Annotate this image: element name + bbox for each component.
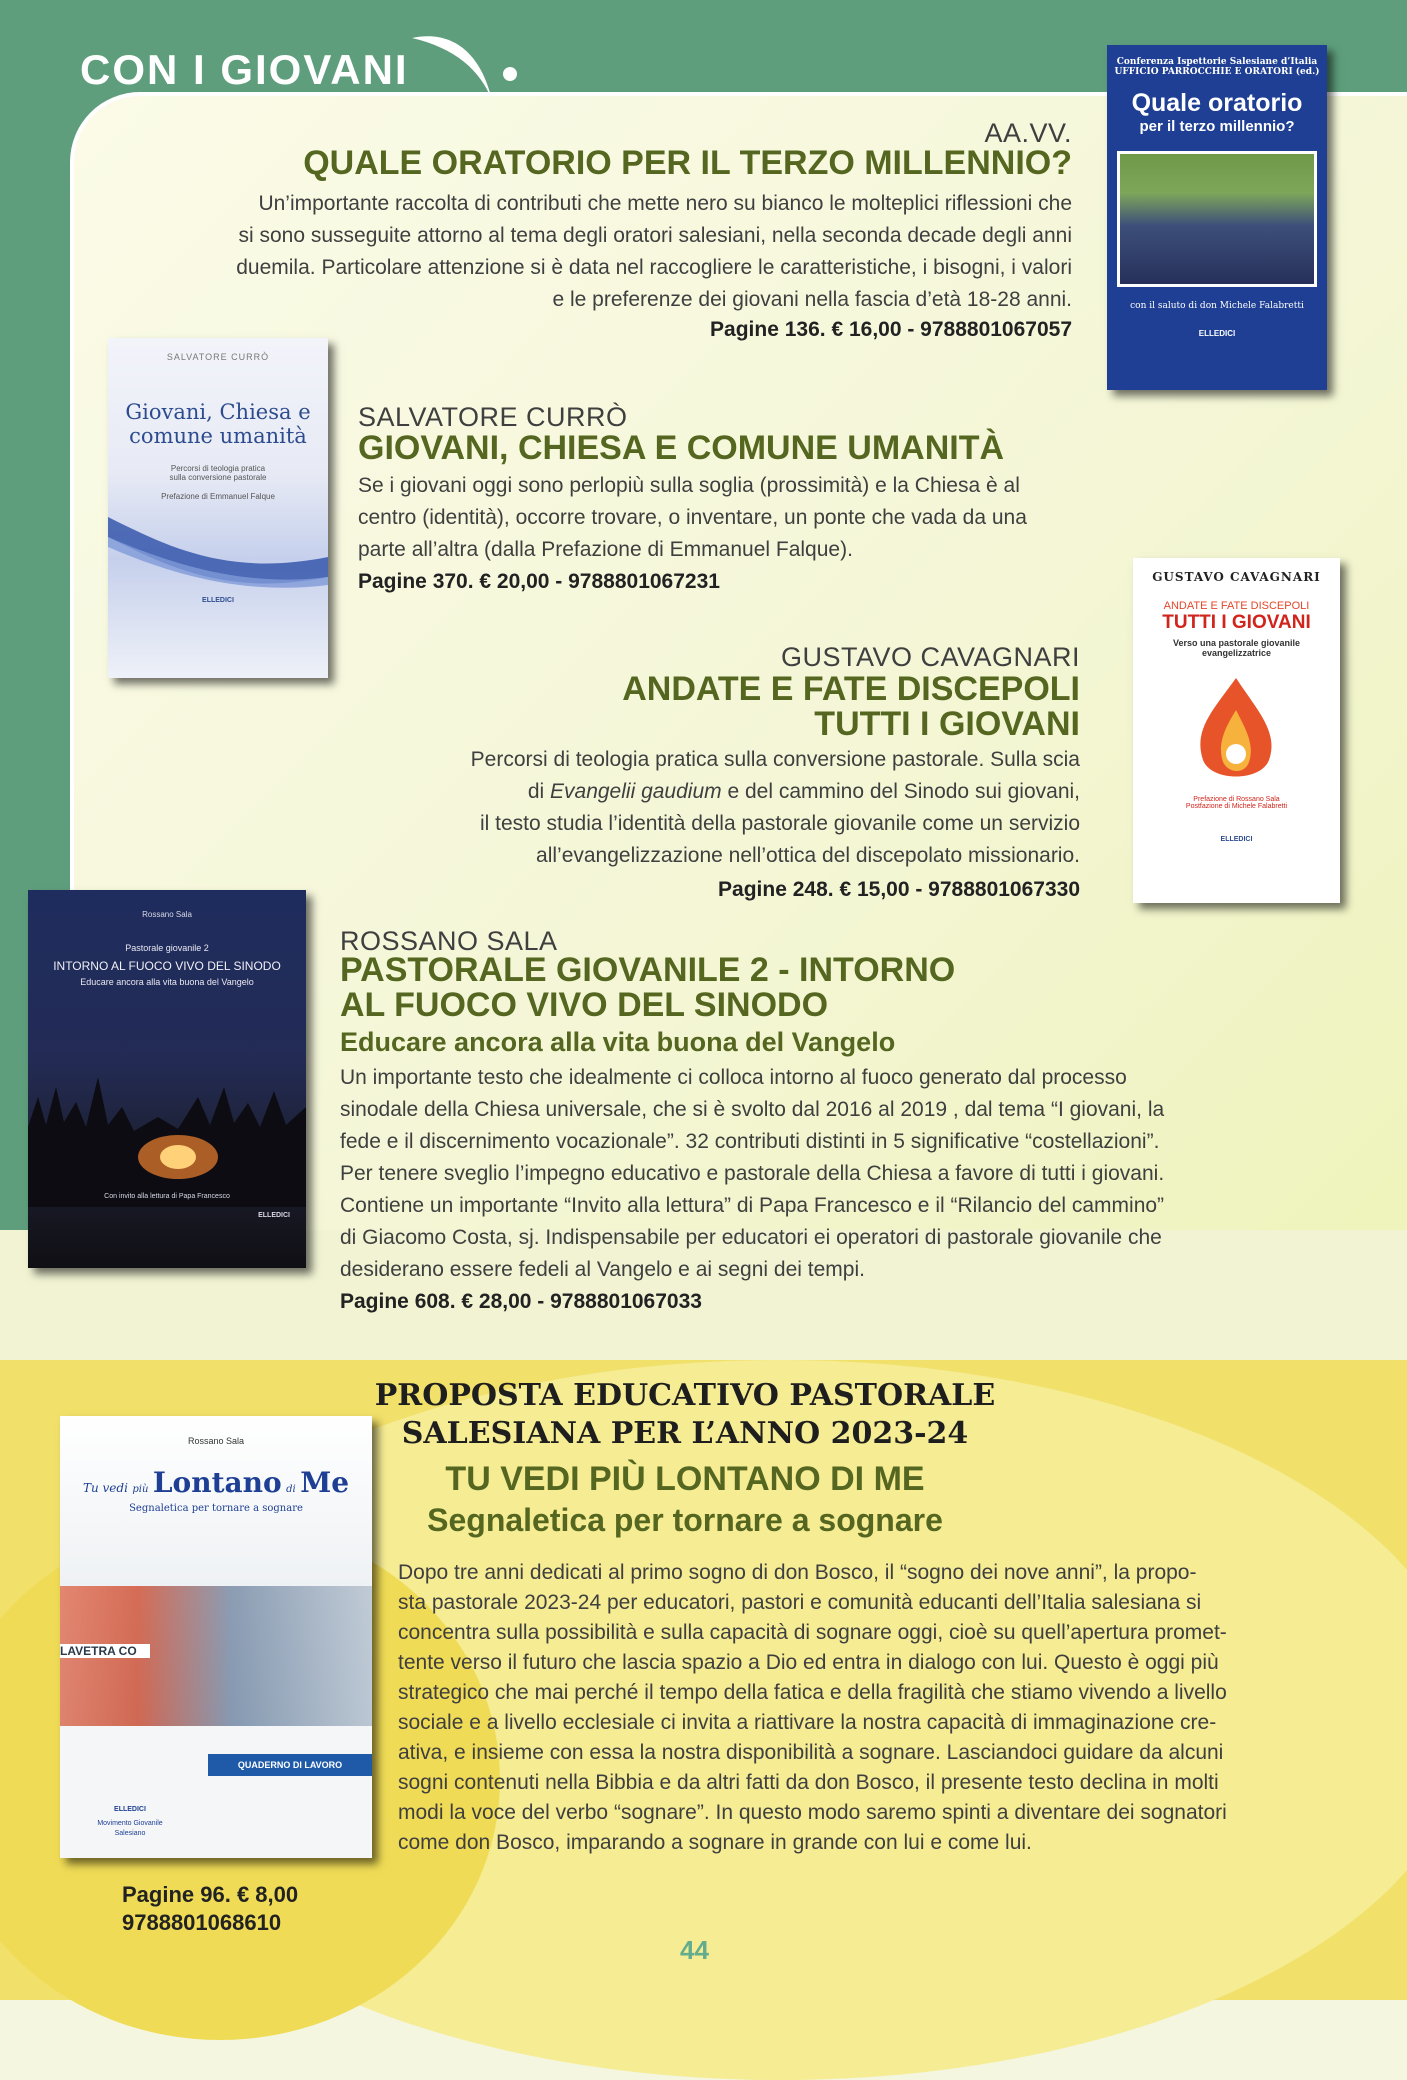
featured-subtitle: Segnaletica per tornare a sognare <box>427 1502 943 1538</box>
book3-cover: GUSTAVO CAVAGNARI ANDATE E FATE DISCEPOLI TUTTI I GIOVANI Verso una pastorale giovanile evangelizzatrice Prefazione di Rossano Sala Postfazione di Michele Falabretti ELLEDICI <box>1133 558 1340 903</box>
campfire-forest-image <box>28 1007 306 1207</box>
book1-cover: Conferenza Ispettorie Salesiane d’Italia UFFICIO PARROCCHIE E ORATORI (ed.) Quale oratorio per il terzo millennio? con il saluto di don Michele Falabretti ELLEDICI <box>1107 45 1327 390</box>
book1-info: Pagine 136. € 16,00 - 9788801067057 <box>710 318 1072 341</box>
book1-author: AA.VV. <box>984 118 1072 148</box>
featured-cover: Rossano Sala Tu vedi più Lontano di Me Segnaletica per tornare a sognare LAVETRA CO QUADERNO DI LAVORO ELLEDICI Movimento Giovanile Salesiano <box>60 1416 372 1858</box>
book3-description: Percorsi di teologia pratica sulla conversione pastorale. Sulla scia di Evangelii gaudium e del cammino del Sinodo sui giovani, il testo studia l’identità della pastorale giovanile come un servizio all’evangelizzazione nell’ottica del discepolato missionario. <box>470 748 1080 867</box>
featured-description: Dopo tre anni dedicati al primo sogno di don Bosco, il “sogno dei nove anni”, la propo- sta pastorale 2023-24 per educatori, pastori e comunità educanti dell’Italia salesiana si concentra sulla possibilità e sulla capacità di sognare oggi, cioè su quell’apertura promet- tente verso il futuro che lascia spazio a Dio ed entra in dialogo con lui. Questo è oggi più strategico che mai perché il tempo della fatica e della fragilità che stiamo vivendo a livello sociale e a livello ecclesiale ci invita a riattivare la nostra capacità di immaginazione cre- ativa, e insieme con essa la nostra disponibilità a sognare. Lasciandoci guidare da alcuni sogni contenuti nella Bibbia e da altri fatti da don Bosco, il presente testo declina in molti modi la voce del verbo “sognare”. In questo modo saremo spinti a diventare dei sognatori come don Bosco, imparando a sognare in grande con lui e come lui. <box>398 1561 1227 1854</box>
book2-description: Se i giovani oggi sono perlopiù sulla soglia (prossimità) e la Chiesa è al centro (identità), occorre trovare, o inventare, un ponte che vada da una parte all’altra (dalla Prefazione di Emmanuel Falque). <box>358 474 1027 561</box>
book4-author: ROSSANO SALA <box>340 926 558 956</box>
book2-author: SALVATORE CURRÒ <box>358 402 628 432</box>
book1-cover-brand: ELLEDICI <box>1198 329 1236 338</box>
book3-info: Pagine 248. € 15,00 - 9788801067330 <box>718 878 1080 901</box>
book1-title: QUALE ORATORIO PER IL TERZO MILLENNIO? <box>303 144 1072 182</box>
book1-cover-photo <box>1117 151 1317 287</box>
featured-cover-badge: QUADERNO DI LAVORO <box>208 1754 372 1776</box>
featured-title: TU VEDI PIÙ LONTANO DI ME <box>445 1460 925 1498</box>
page-number: 44 <box>680 1935 709 1965</box>
book4-title-line1: PASTORALE GIOVANILE 2 - INTORNO <box>340 951 956 989</box>
book4-description: Un importante testo che idealmente ci colloca intorno al fuoco generato dal processo sinodale della Chiesa universale, che si è svolto dal 2016 al 2019 , dal tema “I giovani, la fede e il discernimento vocazionale”. 32 contributi distinti in 5 significative “costellazioni”. Per tenere sveglio l’impegno educativo e pastorale della Chiesa a favore di tutti i giovani. Contiene un importante “Invito alla lettura” di Papa Francesco e il “Rilancio del cammino” di Giacomo Costa, sj. Indispensabile per educatori ei operatori di pastorale giovanile che desiderano essere fedeli al Vangelo e ai segni dei tempi. <box>340 1066 1165 1281</box>
book1-description: Un’importante raccolta di contributi che mette nero su bianco le molteplici riflessioni che si sono susseguite attorno al tema degli oratori salesiani, nella seconda decade degli anni duemila. Particolare attenzione si è data nel raccogliere le caratteristiche, i bisogni, i valori e le preferenze dei giovani nella fascia d’età 18-28 anni. <box>236 192 1072 311</box>
book2-info: Pagine 370. € 20,00 - 9788801067231 <box>358 570 720 593</box>
featured-info-line1: Pagine 96. € 8,00 <box>122 1882 299 1907</box>
book3-title-line2: TUTTI I GIOVANI <box>814 705 1080 743</box>
book2-title: GIOVANI, CHIESA E COMUNE UMANITÀ <box>358 429 1005 467</box>
featured-heading-line1: PROPOSTA EDUCATIVO PASTORALE <box>374 1378 996 1413</box>
book2-cover-wave <box>108 507 328 597</box>
book3-author: GUSTAVO CAVAGNARI <box>780 642 1080 672</box>
book4-info: Pagine 608. € 28,00 - 9788801067033 <box>340 1290 702 1313</box>
featured-heading-line2: SALESIANA PER L’ANNO 2023-24 <box>401 1416 969 1451</box>
book3-title-line1: ANDATE E FATE DISCEPOLI <box>622 670 1080 708</box>
flame-icon <box>1133 670 1340 790</box>
book4-cover: Rossano Sala Pastorale giovanile 2 INTORNO AL FUOCO VIVO DEL SINODO Educare ancora alla vita buona del Vangelo Con invito alla lettura di Papa Francesco ELLEDICI <box>28 890 306 1268</box>
book4-subtitle: Educare ancora alla vita buona del Vangelo <box>340 1027 896 1057</box>
section-title: CON I GIOVANI <box>80 46 409 93</box>
swoosh-decoration <box>410 30 530 110</box>
book4-title-line2: AL FUOCO VIVO DEL SINODO <box>340 986 829 1024</box>
book2-cover: SALVATORE CURRÒ Giovani, Chiesa e comune umanità Percorsi di teologia pratica sulla conversione pastorale Prefazione di Emmanuel Falque ELLEDICI <box>108 338 328 678</box>
featured-info-line2: 9788801068610 <box>122 1910 282 1935</box>
